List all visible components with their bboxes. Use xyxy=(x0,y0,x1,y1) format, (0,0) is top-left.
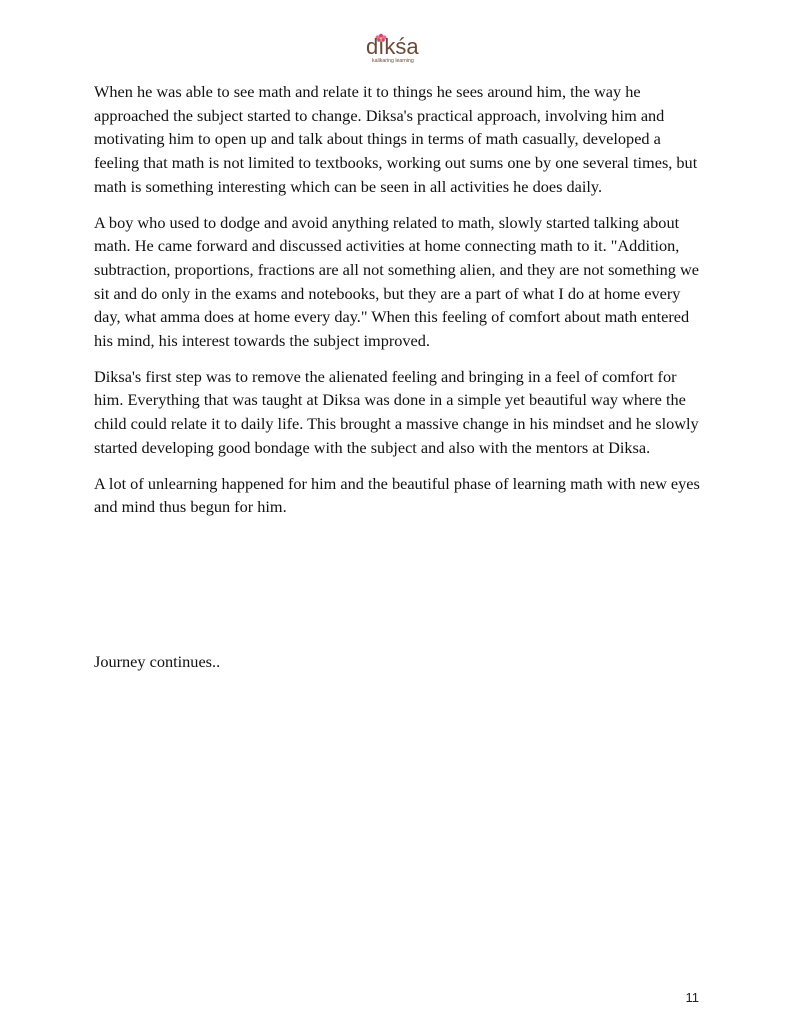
paragraph-2: A boy who used to dodge and avoid anything related to math, slowly started talking about math. He came forward and discussed activities at home connecting math to it. "Addition, subtraction, proportions, fractions are all not something alien, and they are not something we sit and do only in the exams and notebooks, but they are a part of what I do at home every day, what amma does at home every day." When this feeling of comfort about math entered his mind, his interest towards the subject improved. xyxy=(94,212,699,351)
paragraph-3: Diksa's first step was to remove the alienated feeling and bringing in a feel of comfort for him. Everything that was taught at Diksa was done in a simple yet beautiful way where the child could relate it to daily life. This brought a massive change in his mindset and he slowly started developing good bondage with the subject and also with the mentors at Diksa. xyxy=(94,366,699,457)
paragraph-1: When he was able to see math and relate it to things he sees around him, the way he approached the subject started to change. Diksa's practical approach, involving him and motivating him to open up and talk about things in terms of math casually, developed a feeling that math is not limited to textbooks, working out sums one by one several times, but math is something interesting which can be seen in all activities he does daily. xyxy=(94,82,698,196)
logo-mark xyxy=(360,30,436,66)
paragraph-4: A lot of unlearning happened for him and the beautiful phase of learning math with new eyes and mind thus begun for him. xyxy=(94,473,700,517)
logo-tagline: kalikaring learning xyxy=(372,58,414,64)
diksa-logo xyxy=(360,30,436,66)
page-number: 11 xyxy=(685,990,699,1005)
closing-line: Journey continues.. xyxy=(94,652,221,671)
logo-wordmark: dıkśa xyxy=(366,34,419,59)
article-body xyxy=(94,80,706,531)
